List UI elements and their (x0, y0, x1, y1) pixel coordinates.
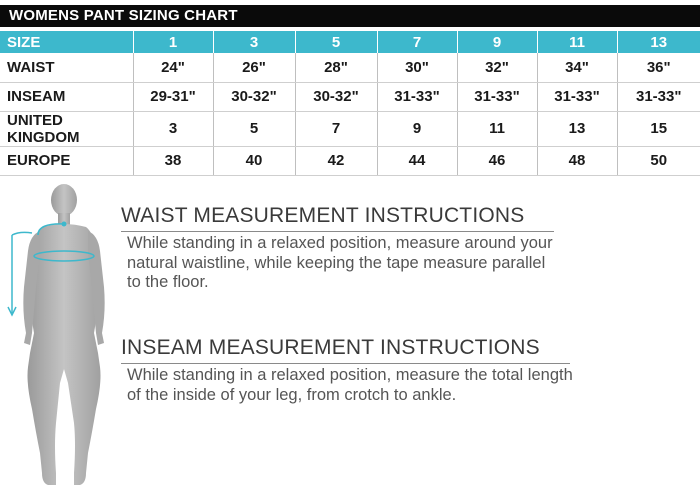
table-cell: 31-33" (617, 82, 700, 111)
inseam-instructions-text (121, 366, 681, 405)
table-cell: 50 (617, 146, 700, 175)
table-cell: 34" (537, 53, 617, 82)
header-cell: 11 (537, 31, 617, 53)
table-cell: 26" (213, 53, 295, 82)
text-line: to the floor. (127, 273, 209, 291)
waist-instructions-heading: WAIST MEASUREMENT INSTRUCTIONS (121, 204, 554, 232)
table-cell: 44 (377, 146, 457, 175)
row-label: INSEAM (0, 82, 133, 111)
table-cell: 31-33" (457, 82, 537, 111)
table-cell: 3 (133, 111, 213, 146)
row-label: UNITED KINGDOM (0, 111, 133, 146)
waist-instructions (121, 204, 681, 293)
table-cell: 30" (377, 53, 457, 82)
waist-instructions-text (121, 234, 681, 293)
table-row (0, 53, 700, 82)
header-cell: SIZE (0, 31, 133, 53)
header-cell: 9 (457, 31, 537, 53)
size-table (0, 31, 700, 176)
table-cell: 13 (537, 111, 617, 146)
header-cell: 5 (295, 31, 377, 53)
table-cell: 30-32" (295, 82, 377, 111)
table-cell: 38 (133, 146, 213, 175)
chart-title: WOMENS PANT SIZING CHART (0, 5, 700, 27)
text-line: While standing in a relaxed position, measure around your (127, 234, 553, 252)
table-cell: 42 (295, 146, 377, 175)
table-cell: 31-33" (537, 82, 617, 111)
table-cell: 32" (457, 53, 537, 82)
header-cell: 3 (213, 31, 295, 53)
table-cell: 40 (213, 146, 295, 175)
text-line: of the inside of your leg, from crotch to ankle. (127, 385, 457, 404)
table-cell: 24" (133, 53, 213, 82)
table-cell: 15 (617, 111, 700, 146)
table-row (0, 146, 700, 175)
inseam-instructions-heading: INSEAM MEASUREMENT INSTRUCTIONS (121, 336, 570, 364)
table-cell: 9 (377, 111, 457, 146)
header-cell: 1 (133, 31, 213, 53)
row-label: WAIST (0, 53, 133, 82)
table-cell: 5 (213, 111, 295, 146)
table-header-row (0, 31, 700, 53)
table-cell: 46 (457, 146, 537, 175)
header-cell: 7 (377, 31, 457, 53)
header-cell: 13 (617, 31, 700, 53)
table-cell: 36" (617, 53, 700, 82)
text-line: natural waistline, while keeping the tape measure parallel (127, 253, 546, 272)
text-line: While standing in a relaxed position, measure the total length (127, 366, 573, 384)
table-cell: 48 (537, 146, 617, 175)
table-cell: 29-31" (133, 82, 213, 111)
table-cell: 28" (295, 53, 377, 82)
table-cell: 30-32" (213, 82, 295, 111)
table-row (0, 82, 700, 111)
table-cell: 11 (457, 111, 537, 146)
inseam-instructions (121, 336, 681, 405)
table-cell: 31-33" (377, 82, 457, 111)
row-label: EUROPE (0, 146, 133, 175)
female-silhouette-icon (2, 183, 112, 488)
table-cell: 7 (295, 111, 377, 146)
table-row (0, 111, 700, 146)
